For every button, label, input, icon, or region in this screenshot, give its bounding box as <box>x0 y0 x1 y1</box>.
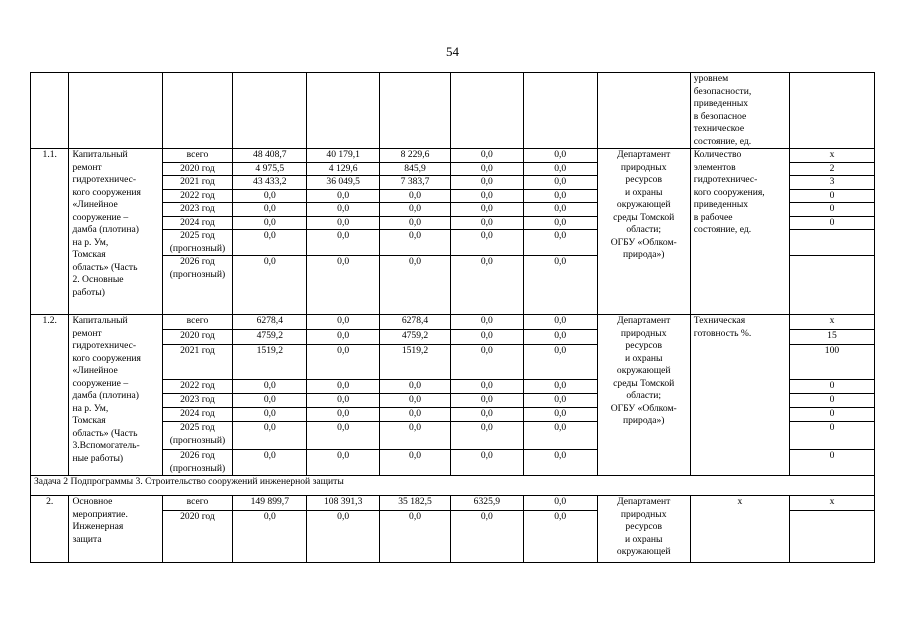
total-cell: 43 433,2 <box>233 176 307 190</box>
responsible-department: Департамент природных ресурсов и охраны окружающей среды Томской области; ОГБУ «Облком- природа») <box>597 315 690 476</box>
total-cell: 149 899,7 <box>233 496 307 511</box>
other-cell: 0,0 <box>523 496 597 511</box>
regional-cell: 4759,2 <box>380 330 451 345</box>
measure-description: Основное мероприятие. Инженерная защита <box>69 496 162 563</box>
year-cell: 2021 год <box>162 176 233 190</box>
year-cell: 2025 год (прогнозный) <box>162 422 233 450</box>
indicator-value: x <box>789 315 874 330</box>
federal-cell: 40 179,1 <box>307 149 380 163</box>
year-cell: всего <box>162 149 233 163</box>
year-cell: 2025 год (прогнозный) <box>162 230 233 256</box>
federal-cell: 0,0 <box>307 422 380 450</box>
total-cell: 0,0 <box>233 422 307 450</box>
year-cell: 2020 год <box>162 511 233 563</box>
local-cell: 0,0 <box>450 176 523 190</box>
federal-cell: 0,0 <box>307 256 380 315</box>
total-cell: 4 975,5 <box>233 162 307 176</box>
indicator-value: x <box>789 496 874 511</box>
regional-cell: 1519,2 <box>380 345 451 380</box>
regional-cell: 0,0 <box>380 511 451 563</box>
section-header: Задача 2 Подпрограммы 3. Строительство сооружений инженерной защиты <box>31 476 875 496</box>
row-index: 1.2. <box>31 315 69 476</box>
year-cell: 2024 год <box>162 216 233 230</box>
local-cell: 0,0 <box>450 149 523 163</box>
indicator-value: x <box>789 149 874 163</box>
indicator-value: 0 <box>789 216 874 230</box>
continuation-row <box>31 73 875 149</box>
total-cell: 48 408,7 <box>233 149 307 163</box>
other-cell: 0,0 <box>523 394 597 408</box>
other-cell: 0,0 <box>523 203 597 217</box>
responsible-department: Департамент природных ресурсов и охраны окружающей среды Томской области; ОГБУ «Облком- природа») <box>597 149 690 315</box>
federal-cell: 0,0 <box>307 394 380 408</box>
other-cell: 0,0 <box>523 511 597 563</box>
federal-cell: 108 391,3 <box>307 496 380 511</box>
regional-cell: 845,9 <box>380 162 451 176</box>
local-cell: 0,0 <box>450 256 523 315</box>
federal-cell: 0,0 <box>307 315 380 330</box>
other-cell: 0,0 <box>523 176 597 190</box>
row-index: 1.1. <box>31 149 69 315</box>
federal-cell: 0,0 <box>307 330 380 345</box>
regional-cell: 0,0 <box>380 408 451 422</box>
total-cell: 0,0 <box>233 408 307 422</box>
federal-cell: 0,0 <box>307 345 380 380</box>
program-table <box>30 72 875 563</box>
year-cell: 2024 год <box>162 408 233 422</box>
year-cell: 2020 год <box>162 162 233 176</box>
other-cell: 0,0 <box>523 345 597 380</box>
local-cell: 0,0 <box>450 330 523 345</box>
table-row <box>31 496 875 511</box>
local-cell: 0,0 <box>450 511 523 563</box>
federal-cell: 0,0 <box>307 408 380 422</box>
regional-cell: 0,0 <box>380 394 451 408</box>
regional-cell: 0,0 <box>380 216 451 230</box>
indicator-cell: уровнем безопасности, приведенных в безопасное техническое состояние, ед. <box>690 73 789 149</box>
regional-cell: 0,0 <box>380 256 451 315</box>
local-cell: 0,0 <box>450 450 523 476</box>
federal-cell: 0,0 <box>307 189 380 203</box>
other-cell: 0,0 <box>523 256 597 315</box>
total-cell: 0,0 <box>233 380 307 394</box>
year-cell: 2023 год <box>162 394 233 408</box>
local-cell: 0,0 <box>450 203 523 217</box>
year-cell: 2022 год <box>162 380 233 394</box>
indicator-value <box>789 511 874 563</box>
other-cell: 0,0 <box>523 422 597 450</box>
total-cell: 0,0 <box>233 450 307 476</box>
local-cell: 6325,9 <box>450 496 523 511</box>
page-number: 54 <box>446 44 459 59</box>
indicator-value <box>789 256 874 315</box>
indicator-name: x <box>690 496 789 563</box>
local-cell: 0,0 <box>450 230 523 256</box>
responsible-department: Департамент природных ресурсов и охраны окружающей <box>597 496 690 563</box>
other-cell: 0,0 <box>523 162 597 176</box>
table-row <box>31 149 875 163</box>
measure-description: Капитальный ремонт гидротехничес- кого сооружения «Линейное сооружение – дамба (плотина) на р. Ум, Томская область» (Часть 2. Основные работы) <box>69 149 162 315</box>
other-cell: 0,0 <box>523 450 597 476</box>
federal-cell: 0,0 <box>307 380 380 394</box>
regional-cell: 0,0 <box>380 189 451 203</box>
indicator-value: 0 <box>789 422 874 450</box>
local-cell: 0,0 <box>450 189 523 203</box>
other-cell: 0,0 <box>523 230 597 256</box>
indicator-name: Техническая готовность %. <box>690 315 789 476</box>
indicator-value: 100 <box>789 345 874 380</box>
indicator-value: 0 <box>789 394 874 408</box>
regional-cell: 6278,4 <box>380 315 451 330</box>
regional-cell: 0,0 <box>380 422 451 450</box>
total-cell: 0,0 <box>233 230 307 256</box>
local-cell: 0,0 <box>450 408 523 422</box>
year-cell: 2020 год <box>162 330 233 345</box>
other-cell: 0,0 <box>523 189 597 203</box>
total-cell: 0,0 <box>233 511 307 563</box>
local-cell: 0,0 <box>450 162 523 176</box>
year-cell: 2026 год (прогнозный) <box>162 450 233 476</box>
local-cell: 0,0 <box>450 216 523 230</box>
regional-cell: 0,0 <box>380 450 451 476</box>
total-cell: 1519,2 <box>233 345 307 380</box>
year-cell: 2023 год <box>162 203 233 217</box>
other-cell: 0,0 <box>523 330 597 345</box>
indicator-value: 0 <box>789 203 874 217</box>
other-cell: 0,0 <box>523 216 597 230</box>
regional-cell: 7 383,7 <box>380 176 451 190</box>
federal-cell: 0,0 <box>307 450 380 476</box>
regional-cell: 0,0 <box>380 230 451 256</box>
federal-cell: 0,0 <box>307 216 380 230</box>
total-cell: 4759,2 <box>233 330 307 345</box>
regional-cell: 8 229,6 <box>380 149 451 163</box>
local-cell: 0,0 <box>450 394 523 408</box>
other-cell: 0,0 <box>523 408 597 422</box>
indicator-value: 2 <box>789 162 874 176</box>
federal-cell: 36 049,5 <box>307 176 380 190</box>
local-cell: 0,0 <box>450 345 523 380</box>
total-cell: 0,0 <box>233 256 307 315</box>
other-cell: 0,0 <box>523 380 597 394</box>
indicator-value: 0 <box>789 408 874 422</box>
year-cell: всего <box>162 315 233 330</box>
indicator-name: Количество элементов гидротехничес- кого сооружения, приведенных в рабочее состояние, ед. <box>690 149 789 315</box>
local-cell: 0,0 <box>450 315 523 330</box>
local-cell: 0,0 <box>450 422 523 450</box>
indicator-value: 15 <box>789 330 874 345</box>
federal-cell: 0,0 <box>307 203 380 217</box>
total-cell: 0,0 <box>233 216 307 230</box>
indicator-value: 0 <box>789 380 874 394</box>
regional-cell: 35 182,5 <box>380 496 451 511</box>
indicator-value: 0 <box>789 189 874 203</box>
federal-cell: 0,0 <box>307 230 380 256</box>
total-cell: 0,0 <box>233 189 307 203</box>
indicator-value: 0 <box>789 450 874 476</box>
indicator-value: 3 <box>789 176 874 190</box>
regional-cell: 0,0 <box>380 380 451 394</box>
total-cell: 0,0 <box>233 203 307 217</box>
local-cell: 0,0 <box>450 380 523 394</box>
table-row <box>31 315 875 330</box>
measure-description: Капитальный ремонт гидротехничес- кого сооружения «Линейное сооружение – дамба (плотина) на р. Ум, Томская область» (Часть 3.Вспомогатель- ные работы) <box>69 315 162 476</box>
year-cell: всего <box>162 496 233 511</box>
section-header-row <box>31 476 875 496</box>
year-cell: 2022 год <box>162 189 233 203</box>
total-cell: 6278,4 <box>233 315 307 330</box>
federal-cell: 4 129,6 <box>307 162 380 176</box>
year-cell: 2021 год <box>162 345 233 380</box>
total-cell: 0,0 <box>233 394 307 408</box>
year-cell: 2026 год (прогнозный) <box>162 256 233 315</box>
other-cell: 0,0 <box>523 149 597 163</box>
regional-cell: 0,0 <box>380 203 451 217</box>
other-cell: 0,0 <box>523 315 597 330</box>
federal-cell: 0,0 <box>307 511 380 563</box>
indicator-value <box>789 230 874 256</box>
row-index: 2. <box>31 496 69 563</box>
